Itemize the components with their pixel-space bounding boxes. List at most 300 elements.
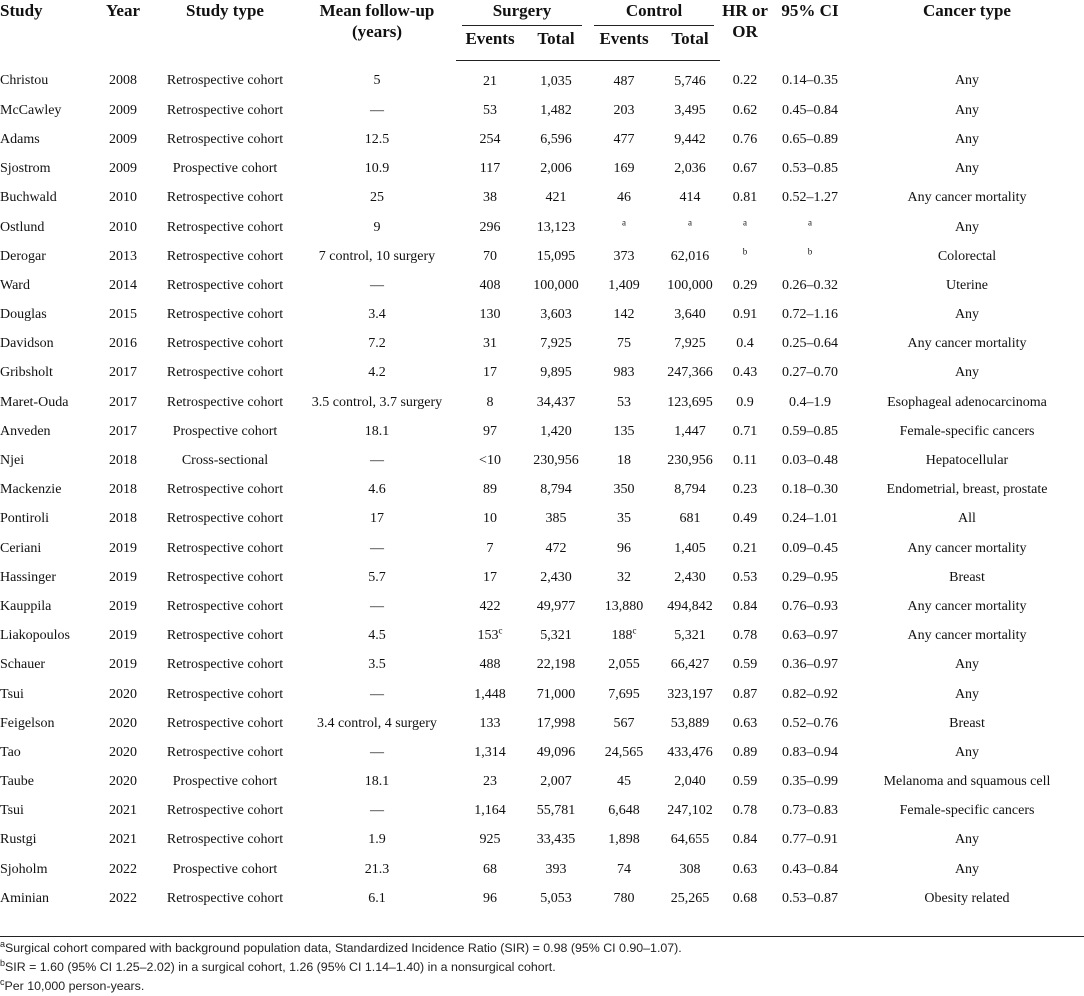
table-row [0, 797, 1084, 826]
header-study-type: Study type [186, 1, 264, 20]
cell-study: Maret-Ouda [0, 394, 69, 410]
cell-year: 2014 [109, 277, 137, 293]
cell-se: 10 [483, 511, 497, 527]
table-body [0, 61, 1084, 914]
cell-ce: 780 [613, 890, 635, 906]
cell-hr: 0.62 [732, 102, 758, 118]
cell-year: 2009 [109, 131, 137, 147]
cell-hr: 0.78 [732, 628, 758, 644]
cell-st: 393 [545, 861, 567, 877]
cell-hr: 0.4 [736, 336, 754, 352]
cell-ct: 64,655 [670, 832, 710, 848]
cell-year: 2009 [109, 102, 137, 118]
cell-ci: 0.35–0.99 [782, 774, 838, 790]
table-row [0, 330, 1084, 359]
header-study: Study [0, 1, 43, 20]
cell-ci: 0.73–0.83 [782, 803, 838, 819]
cell-ct: 1,447 [674, 423, 706, 439]
cell-st: 7,925 [540, 336, 572, 352]
cell-year: 2020 [109, 715, 137, 731]
cell-cancer: Any [954, 744, 980, 760]
cell-hr [720, 213, 770, 242]
header-surgery-events: Events [456, 28, 524, 61]
cell-study: Sjoholm [0, 861, 48, 877]
table-row [0, 622, 1084, 651]
cell-st: 49,096 [536, 744, 576, 760]
cell-st: 9,895 [540, 365, 572, 381]
cell-ci: 0.65–0.89 [782, 131, 838, 147]
cell-st: 100,000 [533, 277, 579, 293]
cell-fu: — [370, 540, 384, 556]
cell-ct: 230,956 [667, 453, 713, 469]
cell-ct: 681 [679, 511, 701, 527]
cell-ci: 0.76–0.93 [782, 598, 838, 614]
footnote-text: SIR = 1.60 (95% CI 1.25–2.02) in a surgical cohort, 1.26 (95% CI 1.14–1.40) in a nonsurgical cohort. [5, 960, 556, 974]
cell-year: 2008 [109, 73, 137, 89]
cell-cancer: Any [954, 365, 980, 381]
cell-type: Prospective cohort [172, 861, 278, 877]
cell-ct: 414 [679, 190, 701, 206]
cell-fu: 17 [370, 511, 384, 527]
cell-ct: 308 [679, 861, 701, 877]
cell-fu: 5 [373, 73, 381, 89]
cell-fu: — [370, 277, 384, 293]
cell-se: 17 [483, 569, 497, 585]
cell-hr: 0.59 [732, 657, 758, 673]
cell-year: 2017 [109, 423, 137, 439]
cell-type: Retrospective cohort [166, 598, 284, 614]
cell-fu: 3.4 [368, 307, 386, 323]
cell-se: 53 [483, 102, 497, 118]
cell-ci: 0.45–0.84 [782, 102, 838, 118]
footnote-mark: a [688, 216, 692, 227]
cell-ce: 983 [613, 365, 635, 381]
cell-hr: 0.71 [732, 423, 758, 439]
cell-se: 117 [479, 161, 501, 177]
cell-cancer: Esophageal adenocarcinoma [887, 394, 1047, 410]
cell-ct: 66,427 [670, 657, 710, 673]
cell-year: 2018 [109, 453, 137, 469]
header-control-events: Events [588, 28, 660, 61]
footnotes [0, 936, 1084, 996]
cell-se: 488 [479, 657, 501, 673]
cell-cancer: Obesity related [924, 890, 1010, 906]
cell-ct: 2,036 [674, 161, 706, 177]
cell-type: Retrospective cohort [166, 131, 284, 147]
cell-year: 2022 [109, 861, 137, 877]
cell-year: 2018 [109, 482, 137, 498]
cell-ce: 45 [617, 774, 631, 790]
cell-ci: 0.09–0.45 [782, 540, 838, 556]
cell-fu: — [370, 102, 384, 118]
cell-cancer: Any [954, 686, 980, 702]
header-follow-up-line1: Mean follow-up [319, 1, 435, 20]
cell-ci: 0.29–0.95 [782, 569, 838, 585]
cell-fu: 3.4 control, 4 surgery [317, 715, 437, 731]
table-row [0, 388, 1084, 417]
footnote-mark: a [808, 216, 812, 227]
cell-cancer: Female-specific cancers [899, 423, 1035, 439]
cell-ct: 3,495 [674, 102, 706, 118]
cell-study: Adams [0, 131, 40, 147]
cell-year: 2020 [109, 744, 137, 760]
cell-hr: 0.84 [732, 832, 758, 848]
cell-type: Retrospective cohort [166, 219, 284, 235]
cell-ci: 0.24–1.01 [782, 511, 838, 527]
cell-hr: 0.63 [732, 861, 758, 877]
cell-hr: 0.89 [732, 744, 758, 760]
cell-year: 2019 [109, 628, 137, 644]
cell-se: 23 [483, 774, 497, 790]
cell-se: 254 [479, 131, 501, 147]
cell-ct: 100,000 [667, 277, 713, 293]
cell-fu: 12.5 [364, 131, 390, 147]
cell-ce: 567 [613, 715, 635, 731]
cell-cancer: Any cancer mortality [907, 336, 1027, 352]
cell-st: 71,000 [536, 686, 576, 702]
cell-st: 55,781 [536, 803, 576, 819]
cell-st: 1,035 [540, 73, 572, 89]
cell-type: Retrospective cohort [166, 307, 284, 323]
cell-type: Retrospective cohort [166, 803, 284, 819]
cell-ct: 62,016 [670, 248, 710, 264]
cell-fu: 9 [373, 219, 381, 235]
cell-cancer: All [958, 511, 976, 527]
header-follow-up [298, 0, 456, 61]
cell-fu: 4.5 [368, 628, 386, 644]
cell-fu: 7 control, 10 surgery [318, 248, 436, 264]
cell-year: 2021 [109, 832, 137, 848]
header-surgery: Surgery [456, 0, 588, 28]
cell-ci [770, 242, 850, 271]
cell-cancer: Any cancer mortality [907, 190, 1027, 206]
cell-cancer: Any [954, 657, 980, 673]
footnote-mark: c [632, 625, 637, 636]
cell-ce: 53 [617, 394, 631, 410]
table-row [0, 651, 1084, 680]
cell-se: 8 [486, 394, 494, 410]
cell-cancer: Any [954, 307, 980, 323]
cell-year: 2010 [109, 190, 137, 206]
cell-se: 97 [483, 423, 497, 439]
cell-type: Retrospective cohort [166, 686, 284, 702]
cell-se: 68 [483, 861, 497, 877]
cell-type: Retrospective cohort [166, 248, 284, 264]
cell-study: Hassinger [0, 569, 56, 585]
header-control: Control [588, 0, 720, 28]
cell-type: Retrospective cohort [166, 73, 284, 89]
cell-hr: 0.78 [732, 803, 758, 819]
cell-cancer: Endometrial, breast, prostate [886, 482, 1048, 498]
cell-study: Ostlund [0, 219, 45, 235]
cell-se: 89 [483, 482, 497, 498]
cell-hr: 0.43 [732, 365, 758, 381]
cell-fu: 3.5 control, 3.7 surgery [311, 394, 443, 410]
cell-ct [660, 213, 720, 242]
cell-year: 2020 [109, 774, 137, 790]
cell-type: Prospective cohort [172, 161, 278, 177]
cell-ci: 0.63–0.97 [782, 628, 838, 644]
cell-study: Rustgi [0, 832, 37, 848]
cell-st: 1,420 [540, 423, 572, 439]
table-row [0, 563, 1084, 592]
cell-fu: 4.2 [368, 365, 386, 381]
footnote-mark: a [0, 938, 6, 949]
cell-cancer: Any [954, 861, 980, 877]
cell-ce: 2,055 [608, 657, 640, 673]
footnote-mark: a [622, 216, 626, 227]
cell-se: 130 [479, 307, 501, 323]
footnote [0, 939, 1084, 958]
cell-hr: 0.53 [732, 569, 758, 585]
cell-se: 31 [483, 336, 497, 352]
cell-cancer: Breast [949, 715, 985, 731]
cell-fu: — [370, 453, 384, 469]
cell-st: 472 [545, 540, 567, 556]
cell-year: 2018 [109, 511, 137, 527]
cell-fu: 18.1 [364, 423, 390, 439]
cell-ce: 350 [613, 482, 635, 498]
cell-ci: 0.26–0.32 [782, 277, 838, 293]
cell-st: 385 [545, 511, 567, 527]
cell-year: 2020 [109, 686, 137, 702]
cell-ce: 96 [617, 540, 631, 556]
cell-se: 408 [479, 277, 501, 293]
cell-ci: 0.27–0.70 [782, 365, 838, 381]
cell-st: 8,794 [540, 482, 572, 498]
cell-se: 38 [483, 190, 497, 206]
cell-hr: 0.81 [732, 190, 758, 206]
cell-st: 5,053 [540, 890, 572, 906]
cell-year: 2019 [109, 569, 137, 585]
cell-ct: 2,040 [674, 774, 706, 790]
cell-type: Retrospective cohort [166, 336, 284, 352]
cell-ce [588, 213, 660, 242]
cell-se: 21 [483, 73, 497, 89]
cell-year: 2016 [109, 336, 137, 352]
header-cancer-type: Cancer type [923, 1, 1011, 20]
cell-study: Schauer [0, 657, 46, 673]
cell-st: 33,435 [536, 832, 576, 848]
cell-st: 2,430 [540, 569, 572, 585]
cell-year: 2021 [109, 803, 137, 819]
cell-fu: 3.5 [368, 657, 386, 673]
cell-study: Anveden [0, 423, 51, 439]
cell-st: 49,977 [536, 598, 576, 614]
cell-ce: 1,409 [608, 277, 640, 293]
cell-hr: 0.22 [732, 73, 758, 89]
cell-cancer: Any cancer mortality [907, 540, 1027, 556]
cell-type: Retrospective cohort [166, 394, 284, 410]
cell-cancer: Any [954, 219, 980, 235]
cell-st: 13,123 [536, 219, 576, 235]
cell-hr: 0.49 [732, 511, 758, 527]
footnote [0, 977, 1084, 996]
table-row [0, 592, 1084, 621]
cell-study: Feigelson [0, 715, 55, 731]
table-row [0, 61, 1084, 97]
cell-ce: 35 [617, 511, 631, 527]
cell-ci: 0.59–0.85 [782, 423, 838, 439]
cell-ct: 247,102 [667, 803, 713, 819]
cell-ci: 0.52–0.76 [782, 715, 838, 731]
header-hr-or: HR or OR [722, 1, 768, 41]
cell-cancer: Any [954, 73, 980, 89]
cell-ci: 0.72–1.16 [782, 307, 838, 323]
cell-ci: 0.25–0.64 [782, 336, 838, 352]
cell-cancer: Uterine [946, 277, 988, 293]
cell-ce: 13,880 [604, 598, 644, 614]
cell-type: Cross-sectional [181, 453, 269, 469]
footnote-mark: b [0, 957, 6, 968]
cell-st: 2,006 [540, 161, 572, 177]
header-surgery-total: Total [524, 28, 588, 61]
cell-study: Tao [0, 744, 21, 760]
cell-ce: 32 [617, 569, 631, 585]
cell-se: <10 [479, 453, 501, 469]
cell-ci: 0.53–0.85 [782, 161, 838, 177]
cell-st: 6,596 [540, 131, 572, 147]
cell-st: 5,321 [540, 628, 572, 644]
cell-ce: 487 [613, 73, 635, 89]
cell-ce: 74 [617, 861, 631, 877]
cell-study: Buchwald [0, 190, 57, 206]
cell-year: 2019 [109, 657, 137, 673]
cell-study: Derogar [0, 248, 46, 264]
header-row-1 [0, 0, 1084, 28]
table-row [0, 213, 1084, 242]
cell-fu: 10.9 [364, 161, 390, 177]
cell-ce: 75 [617, 336, 631, 352]
cell-se: 925 [479, 832, 501, 848]
cell-ct: 5,321 [674, 628, 706, 644]
cell-cancer: Melanoma and squamous cell [883, 774, 1051, 790]
header-ci: 95% CI [781, 1, 839, 20]
cell-hr: 0.23 [732, 482, 758, 498]
cell-ce: 1,898 [608, 832, 640, 848]
cell-study: Ceriani [0, 540, 42, 556]
cell-cancer: Any [954, 131, 980, 147]
cell-ce: 7,695 [608, 686, 640, 702]
cell-ct: 9,442 [674, 131, 706, 147]
cell-type: Retrospective cohort [166, 277, 284, 293]
cell-type: Retrospective cohort [166, 628, 284, 644]
cell-study: Sjostrom [0, 161, 51, 177]
cell-fu: — [370, 686, 384, 702]
footnote-mark: b [807, 246, 813, 257]
cell-year: 2022 [109, 890, 137, 906]
cell-study: Njei [0, 453, 25, 469]
cell-cancer: Any [954, 102, 980, 118]
cell-ct: 323,197 [667, 686, 713, 702]
table-row [0, 242, 1084, 271]
table-row [0, 446, 1084, 475]
cell-hr: 0.29 [732, 277, 758, 293]
cell-year: 2010 [109, 219, 137, 235]
cell-type: Retrospective cohort [166, 540, 284, 556]
cell-ci: 0.43–0.84 [782, 861, 838, 877]
cell-ce: 142 [613, 307, 635, 323]
cell-se: 70 [483, 248, 497, 264]
table-row [0, 184, 1084, 213]
cell-type: Retrospective cohort [166, 190, 284, 206]
cell-ci: 0.03–0.48 [782, 453, 838, 469]
cell-study: Christou [0, 73, 49, 89]
cell-study: Kauppila [0, 598, 52, 614]
cell-type: Prospective cohort [172, 423, 278, 439]
cell-se: 422 [479, 598, 501, 614]
cell-study: Tsui [0, 803, 24, 819]
table-row [0, 96, 1084, 125]
footnote-text: Per 10,000 person-years. [4, 979, 145, 993]
cell-cancer: Any [954, 832, 980, 848]
cell-year: 2019 [109, 540, 137, 556]
cell-hr: 0.87 [732, 686, 758, 702]
cell-fu: 21.3 [364, 861, 390, 877]
table-row [0, 301, 1084, 330]
header-control-total: Total [660, 28, 720, 61]
table-row [0, 476, 1084, 505]
cell-study: Taube [0, 774, 35, 790]
cell-fu: — [370, 744, 384, 760]
cell-ct: 53,889 [670, 715, 710, 731]
cell-type: Retrospective cohort [166, 715, 284, 731]
cell-fu: 18.1 [364, 774, 390, 790]
cell-ci: 0.77–0.91 [782, 832, 838, 848]
footnote-mark: b [742, 246, 748, 257]
cell-se: 296 [479, 219, 501, 235]
cell-fu: — [370, 803, 384, 819]
cell-ce: 6,648 [608, 803, 640, 819]
cell-year: 2019 [109, 598, 137, 614]
cell-study: Gribsholt [0, 365, 53, 381]
table-row [0, 826, 1084, 855]
cell-study: Pontiroli [0, 511, 50, 527]
cell-fu: 1.9 [368, 832, 386, 848]
cell-cancer: Hepatocellular [925, 453, 1009, 469]
cell-year: 2013 [109, 248, 137, 264]
cell-study: Tsui [0, 686, 24, 702]
cell-hr: 0.68 [732, 890, 758, 906]
cell-cancer: Female-specific cancers [899, 803, 1035, 819]
cell-hr: 0.84 [732, 598, 758, 614]
cell-se: 153$^c$ [477, 625, 503, 644]
table-row [0, 680, 1084, 709]
cell-hr: 0.9 [736, 394, 754, 410]
cell-st: 421 [545, 190, 567, 206]
cell-fu: 6.1 [368, 890, 386, 906]
cell-st: 230,956 [533, 453, 579, 469]
table-row [0, 738, 1084, 767]
cell-fu: 4.6 [368, 482, 386, 498]
cell-se: 7 [486, 540, 494, 556]
cell-st: 2,007 [540, 774, 572, 790]
table-row [0, 768, 1084, 797]
cell-st: 34,437 [536, 394, 576, 410]
cell-hr: 0.63 [732, 715, 758, 731]
cell-ct: 25,265 [670, 890, 710, 906]
cell-fu: 5.7 [368, 569, 386, 585]
cell-hr: 0.11 [733, 453, 757, 469]
cell-study: Ward [0, 277, 30, 293]
cell-ce: 373 [613, 248, 635, 264]
table-row [0, 417, 1084, 446]
cell-cancer: Any [954, 161, 980, 177]
cell-ct: 494,842 [667, 598, 713, 614]
cell-se: 17 [483, 365, 497, 381]
cell-type: Retrospective cohort [166, 657, 284, 673]
cell-study: Douglas [0, 307, 47, 323]
